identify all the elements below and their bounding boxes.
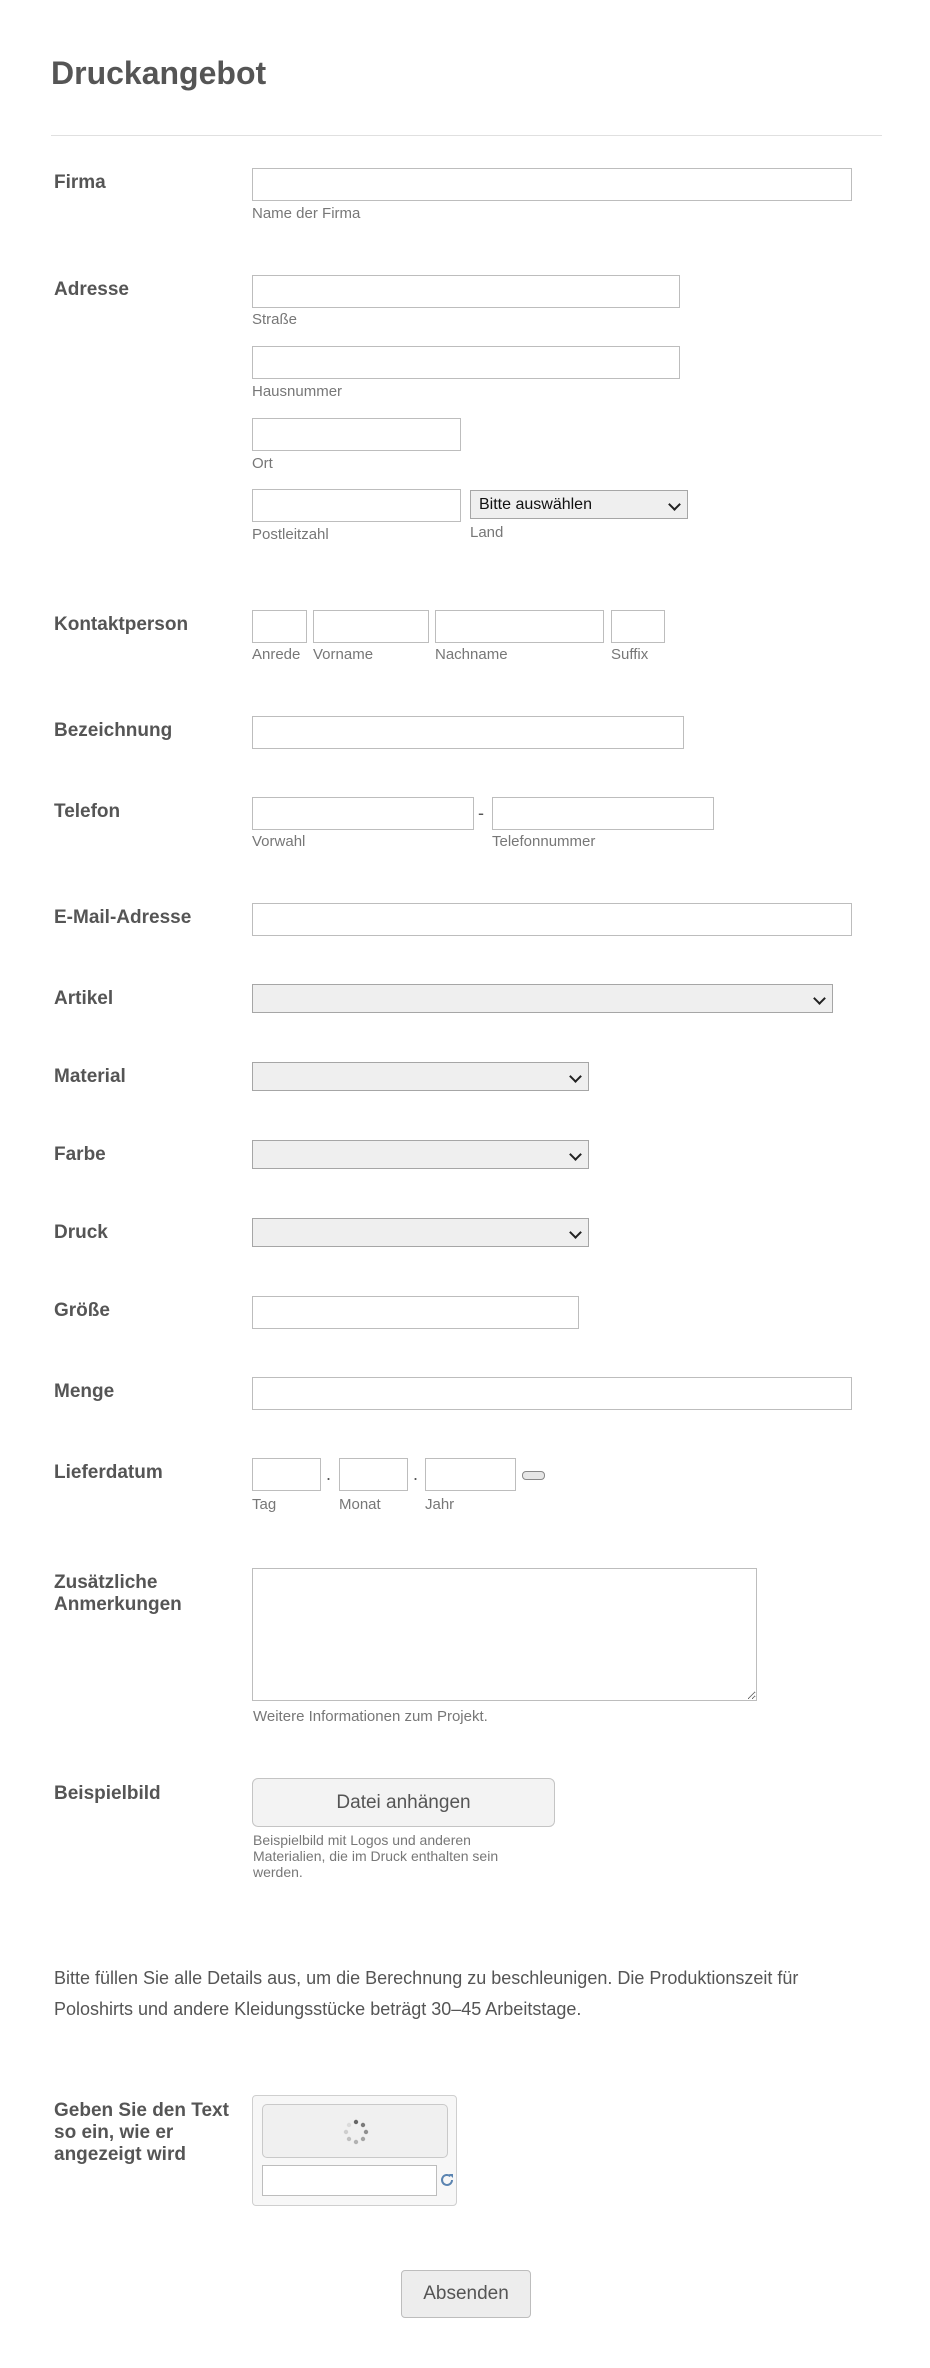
nachname-sublabel: Nachname [435,646,508,663]
info-line2: Poloshirts und andere Kleidungsstücke beträgt 30–45 Arbeitstage. [54,1999,582,2019]
vorwahl-sublabel: Vorwahl [252,833,306,850]
druck-select[interactable] [252,1218,589,1247]
day-input[interactable] [252,1458,321,1491]
refresh-icon[interactable] [439,2172,455,2188]
bezeichnung-label: Bezeichnung [54,720,173,741]
material-select[interactable] [252,1062,589,1091]
groesse-input[interactable] [252,1296,579,1329]
beispielbild-sub-line3: werden. [253,1864,303,1880]
country-select[interactable] [470,490,688,519]
city-sublabel: Ort [252,455,273,472]
lieferdatum-label: Lieferdatum [54,1462,163,1483]
anmerkungen-label-line2: Anmerkungen [54,1594,182,1615]
firma-sublabel: Name der Firma [252,205,361,222]
telefonnummer-input[interactable] [492,797,714,830]
zip-input[interactable] [252,489,461,522]
beispielbild-sublabel [253,1832,498,1880]
chevron-down-icon [570,1228,580,1238]
anrede-sublabel: Anrede [252,646,301,663]
firma-label: Firma [54,172,106,193]
phone-separator: - [478,803,484,823]
farbe-select[interactable] [252,1140,589,1169]
anmerkungen-label [54,1572,182,1616]
month-input[interactable] [339,1458,408,1491]
captcha-label-line1: Geben Sie den Text [54,2100,229,2121]
beispielbild-label: Beispielbild [54,1783,161,1804]
anmerkungen-textarea[interactable] [252,1568,757,1701]
country-sublabel: Land [470,524,504,541]
chevron-down-icon [814,994,824,1004]
info-line1: Bitte füllen Sie alle Details aus, um die Berechnung zu beschleunigen. Die Produktionszeit für [54,1968,799,1988]
firma-input[interactable] [252,168,852,201]
anrede-input[interactable] [252,610,307,643]
info-paragraph [54,1963,884,2025]
title-divider [51,135,882,136]
beispielbild-sub-line1: Beispielbild mit Logos und anderen [253,1832,471,1848]
anmerkungen-label-line1: Zusätzliche [54,1572,158,1593]
captcha-image [262,2104,448,2158]
attach-file-button[interactable]: Datei anhängen [252,1778,555,1827]
farbe-label: Farbe [54,1144,106,1165]
street-input[interactable] [252,275,680,308]
email-label: E-Mail-Adresse [54,907,192,928]
captcha-label-line2: so ein, wie er [54,2122,174,2143]
adresse-label: Adresse [54,279,129,300]
captcha-label [54,2100,229,2166]
day-sublabel: Tag [252,1496,277,1513]
month-sublabel: Monat [339,1496,381,1513]
captcha-input[interactable] [262,2165,437,2196]
suffix-sublabel: Suffix [611,646,649,663]
suffix-input[interactable] [611,610,665,643]
captcha-box [252,2095,457,2206]
chevron-down-icon [669,500,679,510]
menge-input[interactable] [252,1377,852,1410]
loading-spinner-icon [342,2118,370,2146]
bezeichnung-input[interactable] [252,716,684,749]
city-input[interactable] [252,418,461,451]
beispielbild-sub-line2: Materialien, die im Druck enthalten sein [253,1848,499,1864]
chevron-down-icon [570,1150,580,1160]
page-title: Druckangebot [51,55,267,91]
material-label: Material [54,1066,126,1087]
vorname-input[interactable] [313,610,429,643]
anmerkungen-sublabel: Weitere Informationen zum Projekt. [253,1708,488,1725]
country-select-value: Bitte auswählen [479,495,592,513]
captcha-label-line3: angezeigt wird [54,2144,186,2165]
date-separator: . [326,1464,332,1484]
vorname-sublabel: Vorname [313,646,374,663]
year-input[interactable] [425,1458,516,1491]
kontakt-label: Kontaktperson [54,614,189,635]
house-number-sublabel: Hausnummer [252,383,343,400]
telefonnummer-sublabel: Telefonnummer [492,833,596,850]
telefon-label: Telefon [54,801,121,822]
artikel-label: Artikel [54,988,114,1009]
menge-label: Menge [54,1381,115,1402]
street-sublabel: Straße [252,311,298,328]
druck-label: Druck [54,1222,108,1243]
groesse-label: Größe [54,1300,110,1321]
artikel-select[interactable] [252,984,833,1013]
nachname-input[interactable] [435,610,604,643]
year-sublabel: Jahr [425,1496,455,1513]
email-input[interactable] [252,903,852,936]
zip-sublabel: Postleitzahl [252,526,329,543]
submit-button[interactable]: Absenden [401,2270,531,2318]
vorwahl-input[interactable] [252,797,474,830]
chevron-down-icon [570,1072,580,1082]
calendar-icon[interactable] [522,1471,545,1480]
date-separator: . [413,1464,419,1484]
house-number-input[interactable] [252,346,680,379]
